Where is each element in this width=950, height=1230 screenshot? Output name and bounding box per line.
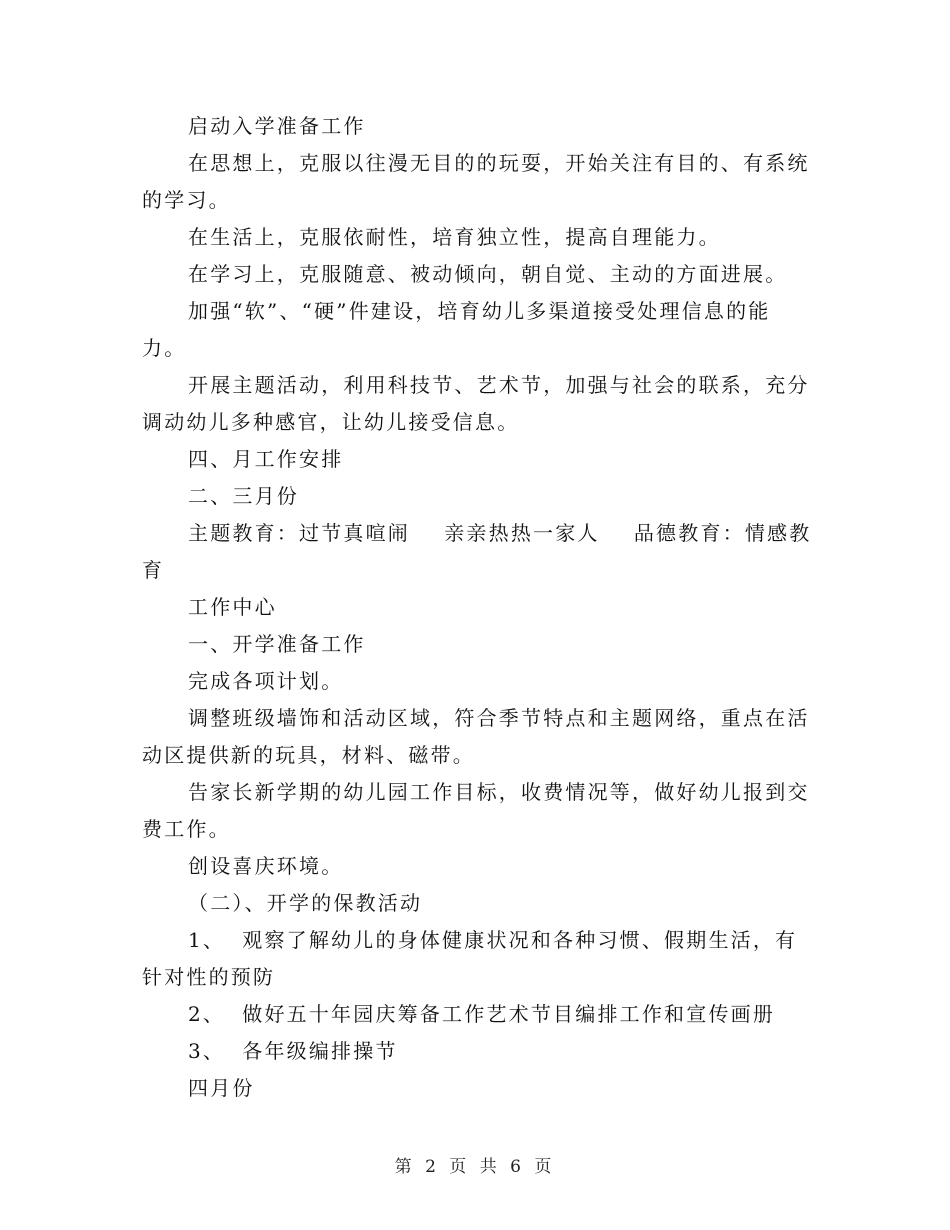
- heading-april: 四月份: [188, 1076, 255, 1100]
- paragraph-life: 在生活上，克服依耐性，培育独立性，提高自理能力。: [188, 225, 721, 249]
- paragraph-hardware-software: 加强“软”、“硬”件建设，培育幼儿多渠道接受处理信息的能力。: [142, 299, 771, 360]
- paragraph-festive-environment: 创设喜庆环境。: [188, 854, 344, 878]
- paragraph-thinking: 在思想上，克服以往漫无目的的玩耍，开始关注有目的、有系统的学习。: [142, 151, 810, 212]
- paragraph-theme-education: 主题教育：过节真喧闹 亲亲热热一家人 品德教育：情感教育: [142, 521, 812, 582]
- paragraph-classroom-adjustment: 调整班级墙饰和活动区域，符合季节特点和主题网络，重点在活动区提供新的玩具，材料、磁带。: [142, 706, 810, 767]
- list-item-3: 3、 各年级编排操节: [188, 1039, 398, 1063]
- list-item-1: 1、 观察了解幼儿的身体健康状况和各种习惯、假期生活，有针对性的预防: [142, 928, 798, 989]
- heading-care-activities: （二）、开学的保教活动: [188, 891, 423, 915]
- document-body: [142, 108, 812, 1107]
- paragraph-complete-plans: 完成各项计划。: [188, 669, 344, 693]
- paragraph-heading-enrollment-prep: 启动入学准备工作: [188, 114, 366, 138]
- heading-monthly-schedule: 四、月工作安排: [188, 447, 344, 471]
- paragraph-study: 在学习上，克服随意、被动倾向，朝自觉、主动的方面进展。: [188, 262, 788, 286]
- heading-work-focus: 工作中心: [188, 595, 277, 619]
- list-item-2: 2、 做好五十年园庆筹备工作艺术节目编排工作和宣传画册: [188, 1002, 776, 1026]
- page-footer: 第 2 页 共 6 页: [394, 1157, 556, 1177]
- heading-feb-march: 二、三月份: [188, 484, 299, 508]
- paragraph-parent-notice: 告家长新学期的幼儿园工作目标，收费情况等，做好幼儿报到交费工作。: [142, 780, 810, 841]
- paragraph-theme-activities: 开展主题活动，利用科技节、艺术节，加强与社会的联系，充分调动幼儿多种感官，让幼儿接受信息。: [142, 373, 810, 434]
- heading-semester-prep: 一、开学准备工作: [188, 632, 366, 656]
